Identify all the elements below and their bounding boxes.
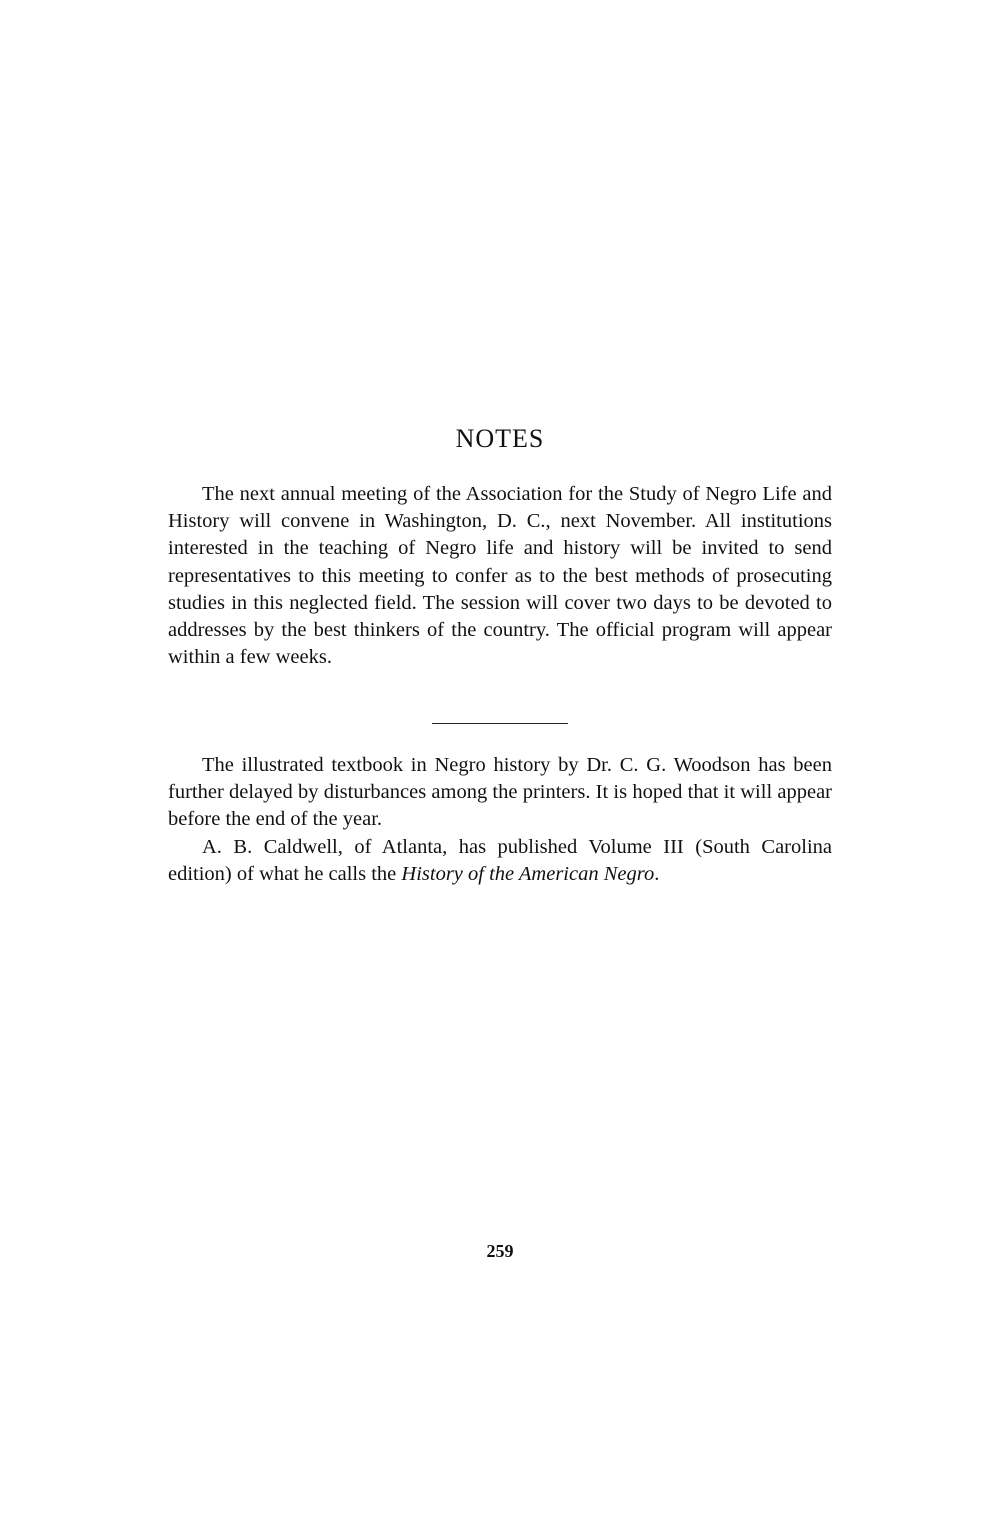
notes-section-1 bbox=[168, 481, 832, 671]
page-heading: NOTES bbox=[455, 424, 545, 453]
note-paragraph: The illustrated textbook in Negro history by Dr. C. G. Woodson has been further delayed by disturbances among the printers. It is hoped that it will appear before the end of the year. bbox=[168, 754, 832, 831]
note-paragraph bbox=[168, 834, 832, 888]
notes-section-2 bbox=[168, 752, 832, 888]
note-text: A. B. Caldwell, of Atlanta, has published Volume III (South Carolina edition) of what he calls the bbox=[168, 835, 832, 885]
page-number: 259 bbox=[486, 1241, 514, 1261]
note-paragraph: The next annual meeting of the Association for the Study of Negro Life and History will convene in Washington, D. C., next November. All institutions interested in the teaching of Negro life and history will be invited to send representatives to this meeting to confer as to the best methods of prosecuting studies in this neglected field. The session will cover two days to be devoted to addresses by the best thinkers of the country. The official program will appear within a few weeks. bbox=[168, 483, 832, 669]
note-text: . bbox=[654, 862, 660, 885]
book-title: History of the American Negro bbox=[401, 862, 655, 885]
section-divider bbox=[432, 723, 568, 724]
